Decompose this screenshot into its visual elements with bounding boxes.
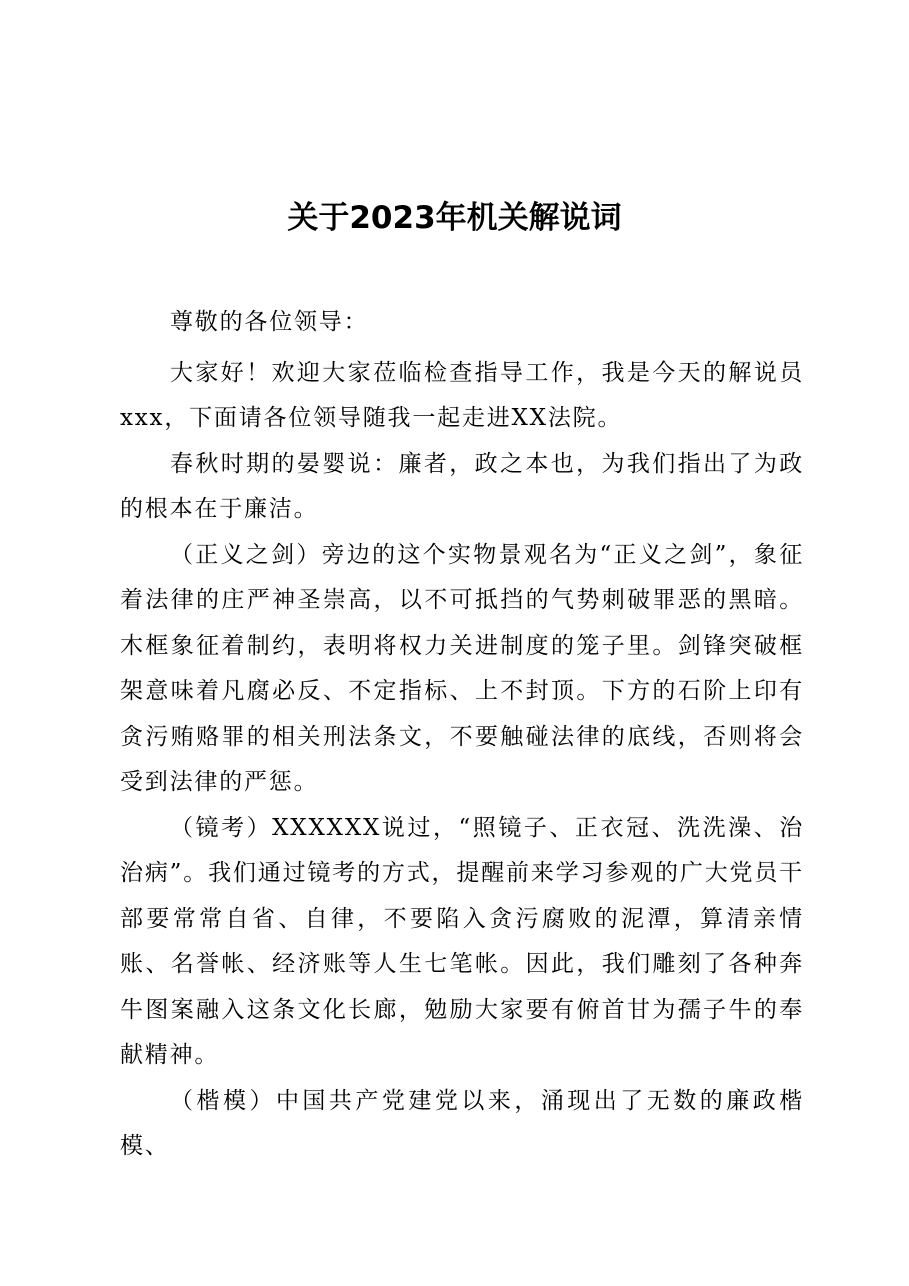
salutation: 尊敬的各位领导： <box>170 309 369 335</box>
document-body <box>120 300 804 1170</box>
paragraph-yanying-quote: 春秋时期的晏婴说：廉者，政之本也，为我们指出了为政的根本在于廉洁。 <box>120 450 804 522</box>
paragraph-welcome: 大家好！欢迎大家莅临检查指导工作，我是今天的解说员xxx，下面请各位领导随我一起走进XX法院。 <box>120 359 804 431</box>
paragraph-role-models: （楷模）中国共产党建党以来，涌现出了无数的廉政楷模、 <box>120 1087 804 1159</box>
paragraph-sword-of-justice: （正义之剑）旁边的这个实物景观名为“正义之剑”，象征着法律的庄严神圣崇高，以不可抵挡的气势刺破罪恶的黑暗。木框象征着制约，表明将权力关进制度的笼子里。剑锋突破框架意味着凡腐必反、不定指标、上不封顶。下方的石阶上印有贪污贿赂罪的相关刑法条文，不要触碰法律的底线，否则将会受到法律的严惩。 <box>120 541 804 795</box>
document-title: 关于2023年机关解说词 <box>287 200 622 236</box>
paragraph-mirror-exam: （镜考）XXXXXX说过，“照镜子、正衣冠、洗洗澡、治治病”。我们通过镜考的方式，提醒前来学习参观的广大党员干部要常常自省、自律，不要陷入贪污腐败的泥潭，算清亲情账、名誉帐、经济账等人生七笔帐。因此，我们雕刻了各种奔牛图案融入这条文化长廊，勉励大家要有俯首甘为孺子牛的奉献精神。 <box>120 814 804 1068</box>
